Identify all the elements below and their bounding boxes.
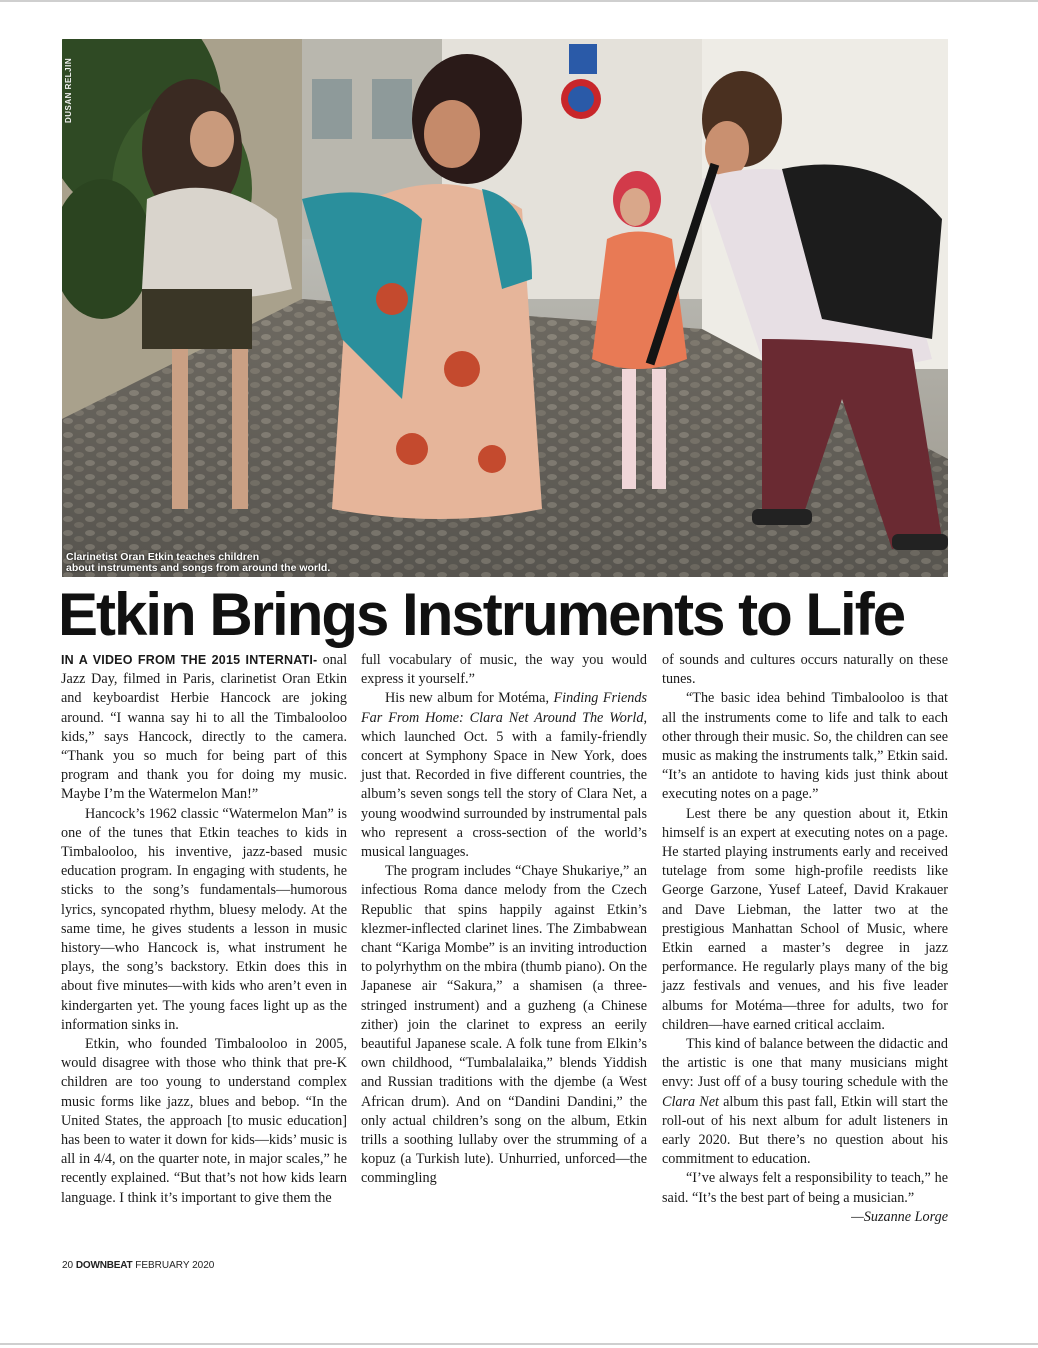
- album-title: Finding Friends Far From Home: Clara Net Around The World: [361, 690, 647, 726]
- paragraph: “The basic idea behind Timbalooloo is that all the instruments come to life and talk to each other through their music. So, the children can see music as making the instruments talk,” Etkin said. “It’s an antidote to having kids just think about executing notes on a page.”: [662, 690, 948, 803]
- bottom-rule: [0, 1343, 1038, 1345]
- page-number: 20: [62, 1260, 74, 1271]
- article-headline: Etkin Brings Instruments to Life: [58, 581, 905, 648]
- paragraph: [662, 1035, 948, 1169]
- paragraph: full vocabulary of music, the way you would express it yourself.”: [361, 652, 647, 688]
- article-column-3: [662, 651, 948, 1227]
- paragraph-text: , which launched Oct. 5 with a family-friendly concert at Symphony Space in New York, does just that. Recorded in five different countries, the album’s seven songs tell the story of Clara Net, a young woodwind surrounded by instrumental pals who represent a cross-section of the world’s musical languages.: [361, 709, 647, 861]
- paragraph-text: album this past fall, Etkin will start the roll-out of his next album for adult listeners in early 2020. But there’s no question about his commitment to education.: [662, 1093, 948, 1168]
- paragraph: of sounds and cultures occurs naturally on these tunes.: [662, 652, 948, 688]
- lede-text: IN A VIDEO FROM THE 2015 INTERNATI-: [61, 653, 318, 667]
- paragraph-text: His new album for Motéma,: [385, 690, 554, 707]
- issue-date: FEBRUARY 2020: [135, 1260, 215, 1271]
- caption-line-2: about instruments and songs from around the world.: [66, 562, 331, 574]
- paragraph: [61, 651, 347, 805]
- author-byline: —Suzanne Lorge: [851, 1208, 948, 1225]
- feature-photo: [62, 39, 948, 577]
- paragraph-text: This kind of balance between the didactic and the artistic is one that many musicians might envy: Just off of a busy touring schedule with the: [662, 1036, 948, 1091]
- page-footer: [62, 1260, 214, 1271]
- paragraph-text: onal Jazz Day, filmed in Paris, clarinetist Oran Etkin and keyboardist Herbie Hancock are joking around. “I wanna say hi to all the Timbalooloo kids,” says Hancock, directly to the camera. “Thank you so much for being part of this program and thank you for doing my music. Maybe I’m the Watermelon Man!”: [61, 652, 348, 803]
- paragraph: “I’ve always felt a responsibility to teach,” he said. “It’s the best part of being a musician.”: [662, 1170, 948, 1206]
- article-column-1: [61, 651, 347, 1208]
- caption-line-1: Clarinetist Oran Etkin teaches children: [66, 551, 260, 563]
- photo-credit: DUSAN RELJIN: [64, 57, 73, 123]
- paragraph: Lest there be any question about it, Etkin himself is an expert at executing notes on a page. He started playing instruments early and received tutelage from some high-profile reedists like George Garzone, Yusef Lateef, David Krakauer and Dave Liebman, the latter two at the prestigious Manhattan School of Music, where Etkin earned a master’s degree in jazz performance. He regularly plays many of the big jazz festivals and venues, and his five leader albums for Motéma—three for adults, two for children—have earned critical acclaim.: [662, 805, 948, 1033]
- album-title: Clara Net: [662, 1093, 719, 1110]
- photo-caption: [66, 552, 466, 574]
- photo-illustration: [62, 39, 948, 577]
- top-rule: [0, 0, 1038, 2]
- article-column-2: [361, 651, 647, 1189]
- paragraph: [361, 689, 647, 862]
- paragraph: Hancock’s 1962 classic “Watermelon Man” is one of the tunes that Etkin teaches to kids in Timbalooloo, his inventive, jazz-based music education program. In engaging with students, he sticks to the song’s fundamentals—humorous lyrics, syncopated rhythm, bluesy melody. At the same time, he gives students a lesson in music history—who Hancock is, what instrument he plays, the song’s backstory. Etkin does this in about five minutes—with kids who aren’t even in kindergarten yet. The young faces light up as the information sinks in.: [61, 805, 347, 1033]
- paragraph: Etkin, who founded Timbalooloo in 2005, would disagree with those who think that pre-K children are too young to understand complex music forms like jazz, blues and bebop. “In the United States, the approach [to music education] has been to water it down for kids—kids’ music is all in 4/4, on the quarter note, in major scales,” he recently explained. “But that’s not how kids learn language. I think it’s important to give them the: [61, 1036, 347, 1206]
- magazine-name: DOWNBEAT: [75, 1260, 133, 1271]
- paragraph: The program includes “Chaye Shukariye,” an infectious Roma dance melody from the Czech Republic that spins happily against Etkin’s klezmer-inflected clarinet lines. The Zimbabwean chant “Kariga Mombe” is an inviting introduction to polyrhythm on the mbira (thumb piano). On the Japanese air “Sakura,” a shamisen (a three-stringed instrument) and a guzheng (a Chinese zither) join the clarinet to express an eerily beautiful Japanese scale. A folk tune from Elkin’s own childhood, “Tumbalalaika,” blends Yiddish and Russian traditions with the djembe (a West African drum). And on “Dandini Dandini,” the only actual children’s song on the album, Etkin trills a soothing lullaby over the strumming of a kopuz (a Turkish lute). Unhurried, unforced—the commingling: [361, 863, 647, 1187]
